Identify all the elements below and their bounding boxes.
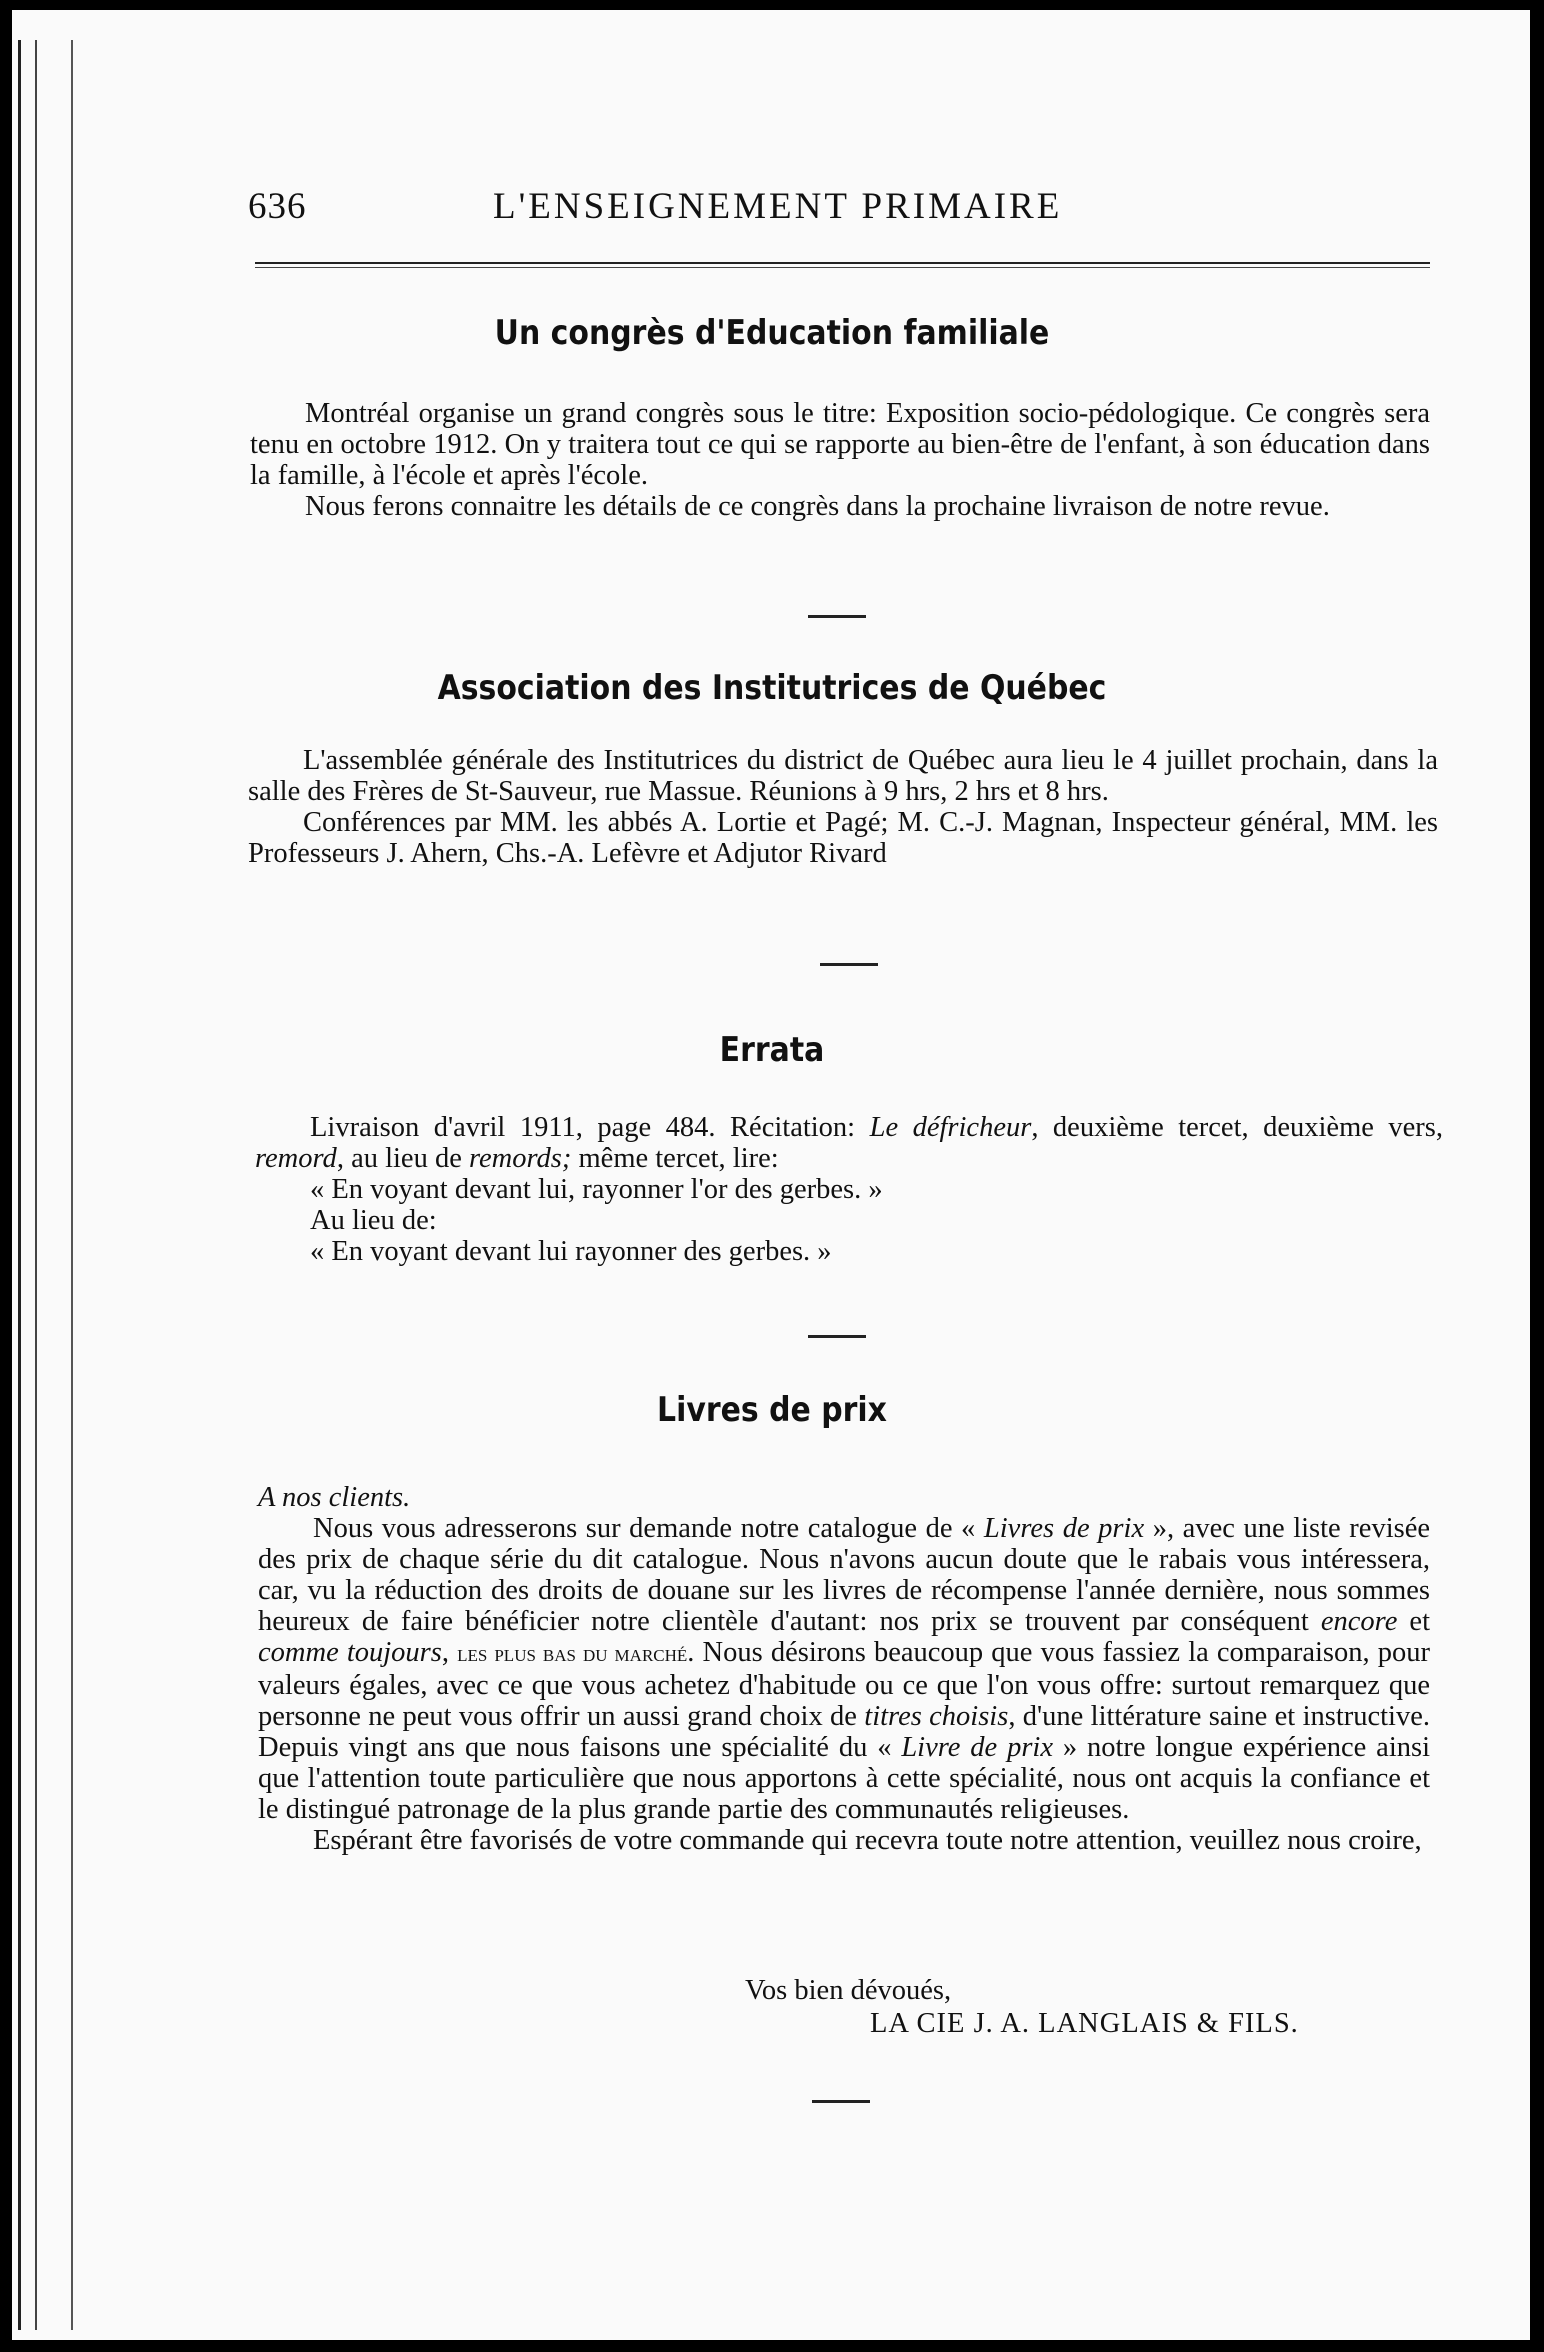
- errata-line-1: Livraison d'avril 1911, page 484. Récitation: Le défricheur, deuxième tercet, deuxième vers, remord, au lieu de remords; même tercet, lire:: [255, 1112, 1443, 1174]
- livres-body: [258, 1482, 1430, 1856]
- page-header: [248, 185, 1428, 245]
- page-number: 636: [248, 186, 307, 227]
- running-title: L'ENSEIGNEMENT PRIMAIRE: [493, 186, 1063, 227]
- errata-line-3: Au lieu de:: [310, 1205, 437, 1236]
- binding-edge: [18, 40, 73, 2330]
- section-divider: [820, 963, 878, 966]
- errata-body: [255, 1112, 1443, 1267]
- section-title-livres: Livres de prix: [657, 1390, 887, 1430]
- signature: LA CIE J. A. LANGLAIS & FILS.: [870, 2008, 1299, 2039]
- section-title-errata: Errata: [719, 1030, 825, 1070]
- association-paragraph-1: L'assemblée générale des Institutrices du district de Québec aura lieu le 4 juillet prochain, dans la salle des Frères de St-Sauveur, rue Massue. Réunions à 9 hrs, 2 hrs et 8 hrs.: [248, 745, 1438, 807]
- section-divider: [808, 615, 866, 618]
- section-title-congres: Un congrès d'Education familiale: [494, 313, 1050, 353]
- errata-line-2: « En voyant devant lui, rayonner l'or des gerbes. »: [310, 1174, 883, 1205]
- congres-paragraph-2: Nous ferons connaitre les détails de ce congrès dans la prochaine livraison de notre revue.: [305, 491, 1330, 522]
- congres-paragraph-1: Montréal organise un grand congrès sous le titre: Exposition socio-pédologique. Ce congrès sera tenu en octobre 1912. On y traitera tout ce qui se rapporte au bien-être de l'enfant, à son éducation dans la famille, à l'école et après l'école.: [250, 398, 1430, 491]
- livres-paragraph-2: Espérant être favorisés de votre commande qui recevra toute notre attention, veuillez nous croire,: [313, 1825, 1422, 1856]
- closing-line: Vos bien dévoués,: [745, 1975, 952, 2006]
- section-title-association: Association des Institutrices de Québec: [437, 668, 1107, 708]
- errata-line-4: « En voyant devant lui rayonner des gerbes. »: [310, 1236, 832, 1267]
- congres-body: [250, 398, 1430, 522]
- association-paragraph-2: Conférences par MM. les abbés A. Lortie et Pagé; M. C.-J. Magnan, Inspecteur général, MM. les Professeurs J. Ahern, Chs.-A. Lefèvre et Adjutor Rivard: [248, 807, 1438, 869]
- association-body: [248, 745, 1438, 869]
- livres-salutation: A nos clients.: [258, 1482, 411, 1513]
- section-divider: [808, 1335, 866, 1338]
- livres-paragraph-1: Nous vous adresserons sur demande notre catalogue de « Livres de prix », avec une liste revisée des prix de chaque série du dit catalogue. Nous n'avons aucun doute que le rabais vous intéressera, car, vu la réduction des droits de douane sur les livres de récompense l'année dernière, nous sommes heureux de faire bénéficier notre clientèle d'autant: nos prix se trouvent par conséquent encore et comme toujours, les plus bas du marché. Nous désirons beaucoup que vous fassiez la comparaison, pour valeurs égales, avec ce que vous achetez d'habitude ou ce que l'on vous offre: surtout remarquez que personne ne peut vous offrir un aussi grand choix de titres choisis, d'une littérature saine et instructive. Depuis vingt ans que nous faisons une spécialité du « Livre de prix » notre longue expérience ainsi que l'attention toute particulière que nous apportons à cette spécialité, nous ont acquis la confiance et le distingué patronage de la plus grande partie des communautés religieuses.: [258, 1513, 1431, 1825]
- section-divider: [812, 2100, 870, 2103]
- header-rule: [255, 262, 1430, 268]
